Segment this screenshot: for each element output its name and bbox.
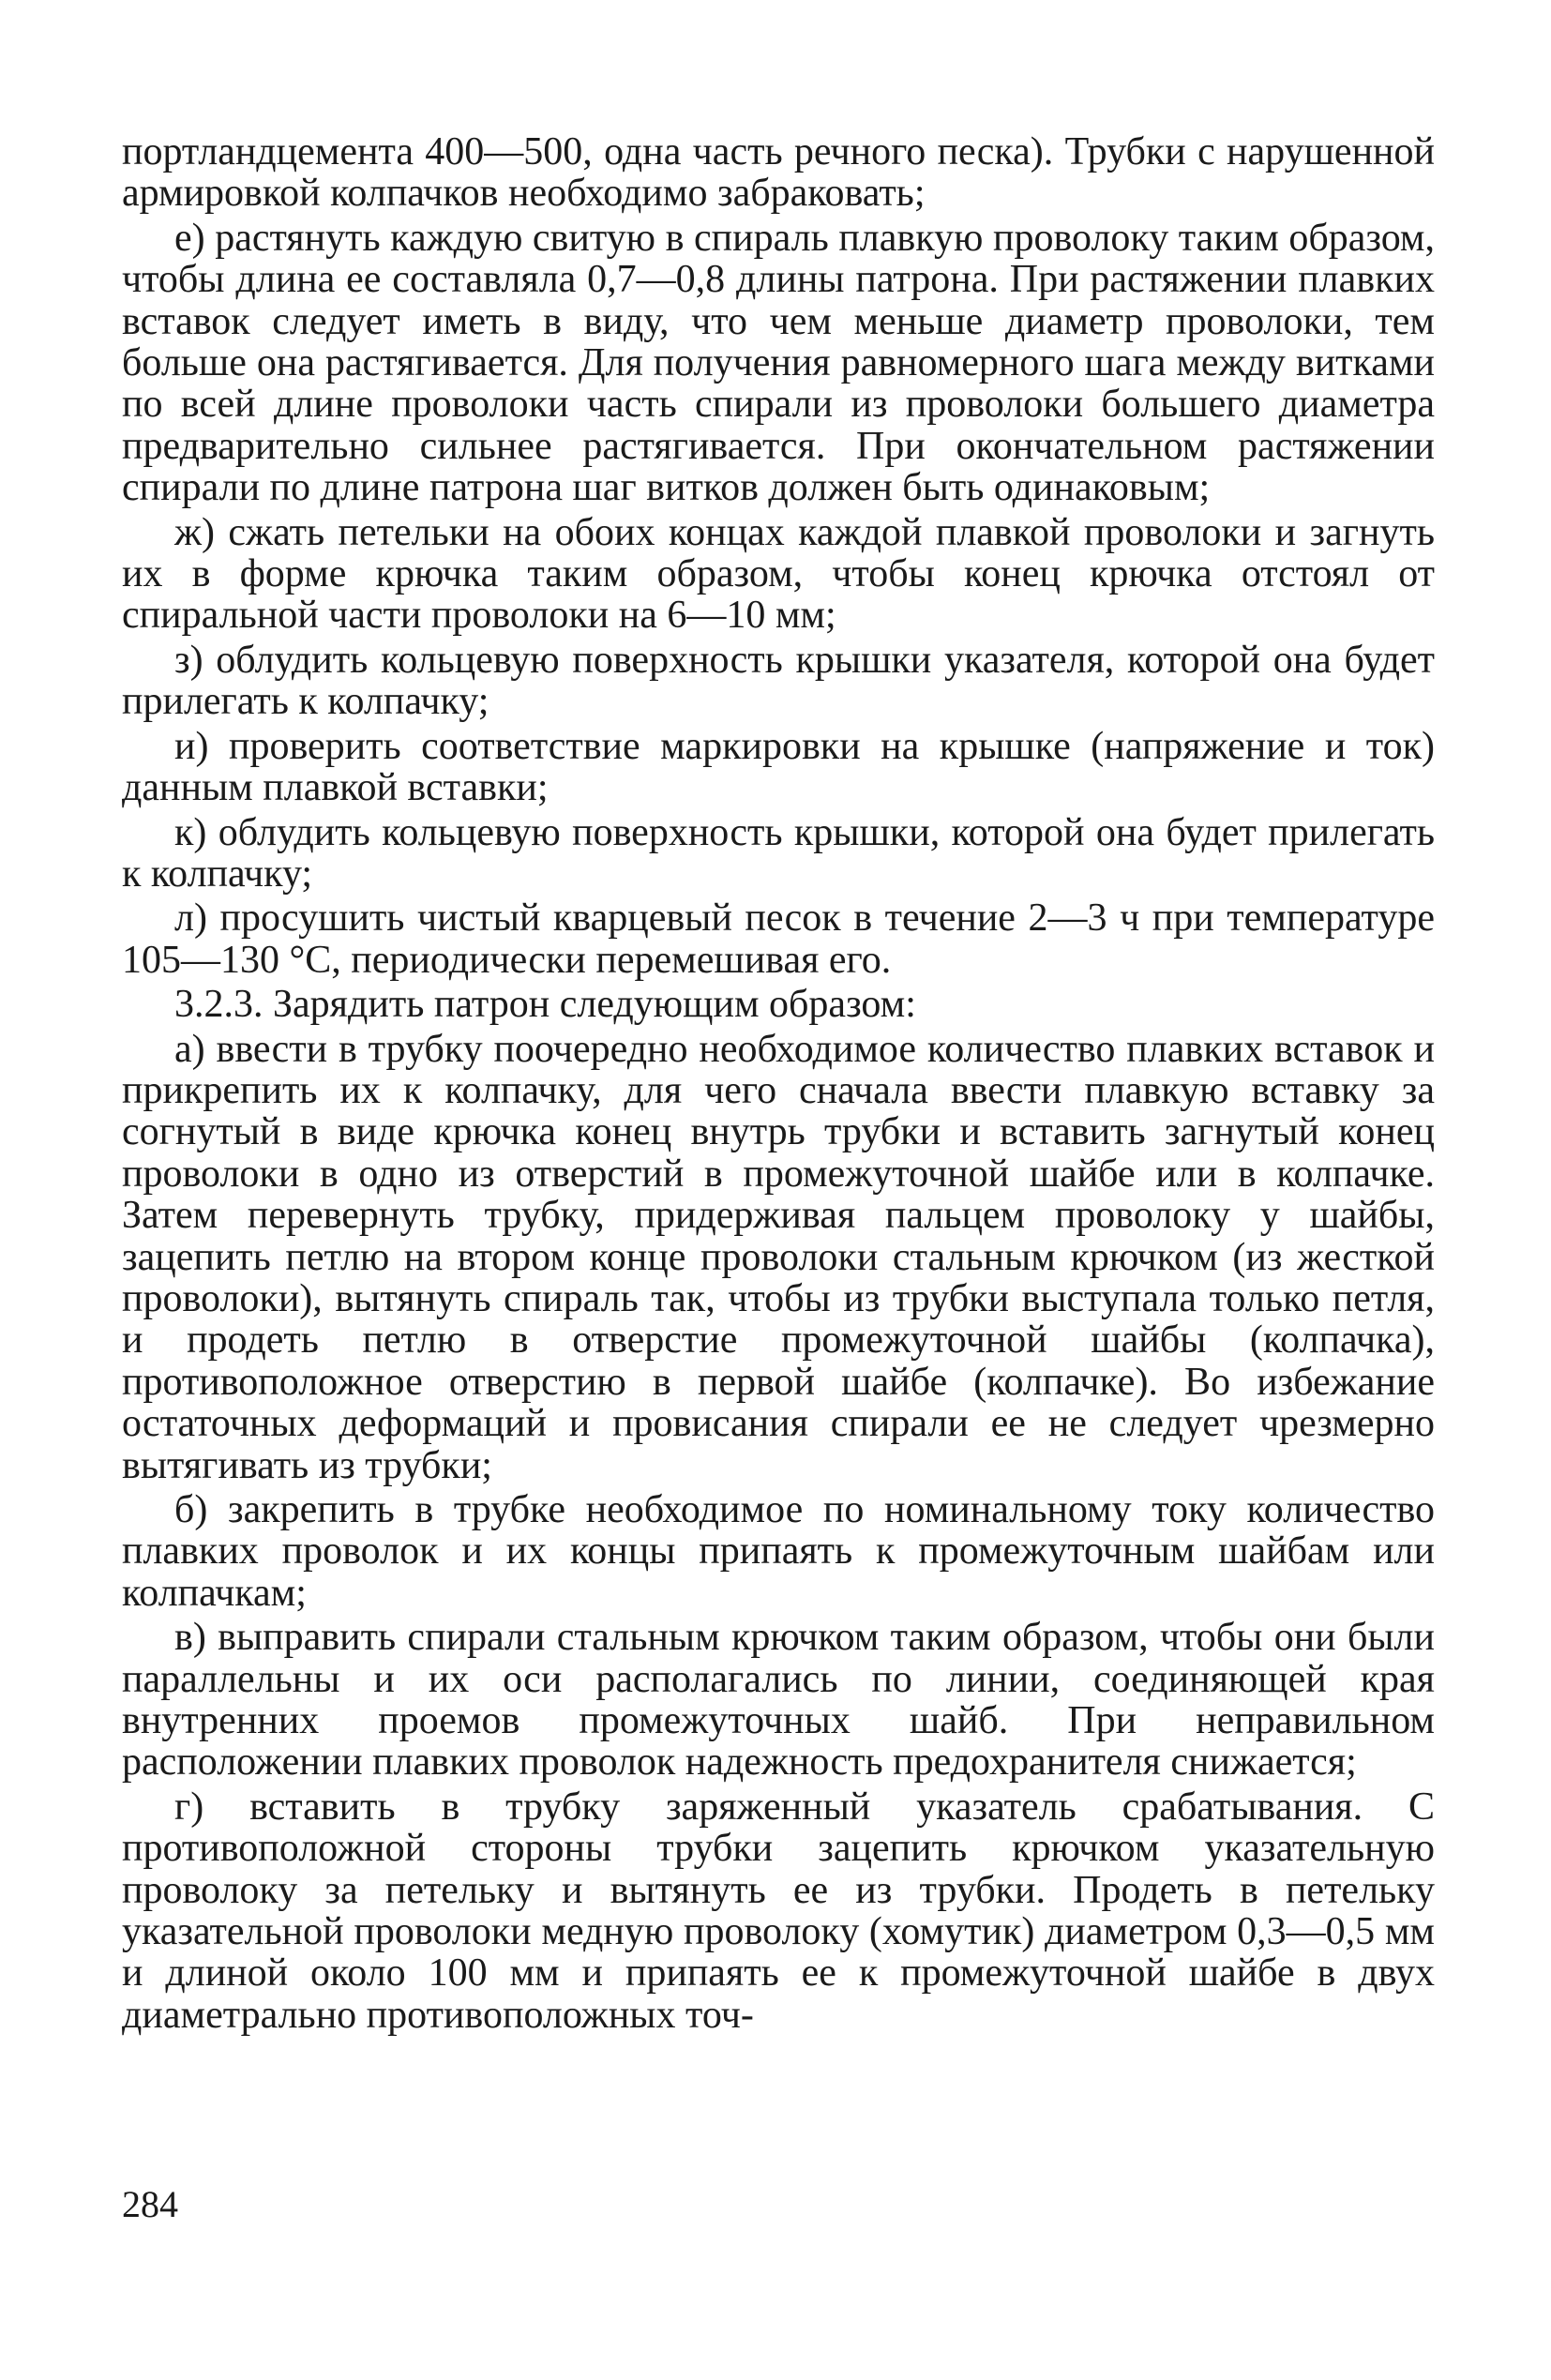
paragraph-continuation: портландцемента 400—500, одна часть речного песка). Трубки с нарушенной армировкой колпачков необходимо забраковать; bbox=[122, 130, 1435, 216]
paragraph-item-zh: ж) сжать петельки на обоих концах каждой плавкой проволоки и загнуть их в форме крючка таким образом, чтобы конец крючка отстоял от спиральной части проволоки на 6—10 мм; bbox=[122, 510, 1435, 638]
page-number: 284 bbox=[122, 2183, 178, 2225]
paragraph-item-v: в) выправить спирали стальным крючком таким образом, чтобы они были параллельны и их оси располагались по линии, соединяющей края внутренних проемов промежуточных шайб. При неправильном расположении плавких проволок надежность предохранителя снижается; bbox=[122, 1616, 1435, 1785]
paragraph-item-b: б) закрепить в трубке необходимое по номинальному току количество плавких проволок и их концы припаять к промежуточным шайбам или колпачкам; bbox=[122, 1488, 1435, 1615]
paragraph-item-g: г) вставить в трубку заряженный указатель срабатывания. С противоположной стороны трубки зацепить крючком указательную проволоку за петельку и вытянуть ее из трубки. Продеть в петельку указательной проволоки медную проволоку (хомутик) диаметром 0,3—0,5 мм и длиной около 100 мм и припаять ее к промежуточной шайбе в двух диаметрально противоположных точ- bbox=[122, 1785, 1435, 2037]
paragraph-item-k: к) облудить кольцевую поверхность крышки, которой она будет прилегать к колпачку; bbox=[122, 810, 1435, 896]
paragraph-item-l: л) просушить чистый кварцевый песок в течение 2—3 ч при температуре 105—130 °С, периодически перемешивая его. bbox=[122, 896, 1435, 982]
paragraph-item-e: е) растянуть каждую свитую в спираль плавкую проволоку таким образом, чтобы длина ее составляла 0,7—0,8 длины патрона. При растяжении плавких вставок следует иметь в виду, что чем меньше диаметр проволоки, тем больше она растягивается. Для получения равномерного шага между витками по всей длине проволоки часть спирали из проволоки большего диаметра предварительно сильнее растягивается. При окончательном растяжении спирали по длине патрона шаг витков должен быть одинаковым; bbox=[122, 216, 1435, 510]
paragraph-item-a: а) ввести в трубку поочередно необходимое количество плавких вставок и прикрепить их к колпачку, для чего сначала ввести плавкую вставку за согнутый в виде крючка конец внутрь трубки и вставить загнутый конец проволоки в одно из отверстий в промежуточной шайбе или в колпачке. Затем перевернуть трубку, придерживая пальцем проволоку у шайбы, зацепить петлю на втором конце проволоки стальным крючком (из жесткой проволоки), вытянуть спираль так, чтобы из трубки выступала только петля, и продеть петлю в отверстие промежуточной шайбы (колпачка), противоположное отверстию в первой шайбе (колпачке). Во избежание остаточных деформаций и провисания спирали ее не следует чрезмерно вытягивать из трубки; bbox=[122, 1027, 1435, 1487]
paragraph-item-z: з) облудить кольцевую поверхность крышки указателя, которой она будет прилегать к колпачку; bbox=[122, 638, 1435, 724]
section-heading-3-2-3: 3.2.3. Зарядить патрон следующим образом: bbox=[174, 983, 916, 1027]
paragraph-item-i: и) проверить соответствие маркировки на крышке (напряжение и ток) данным плавкой вставки; bbox=[122, 724, 1435, 810]
page-body bbox=[122, 131, 1435, 2036]
